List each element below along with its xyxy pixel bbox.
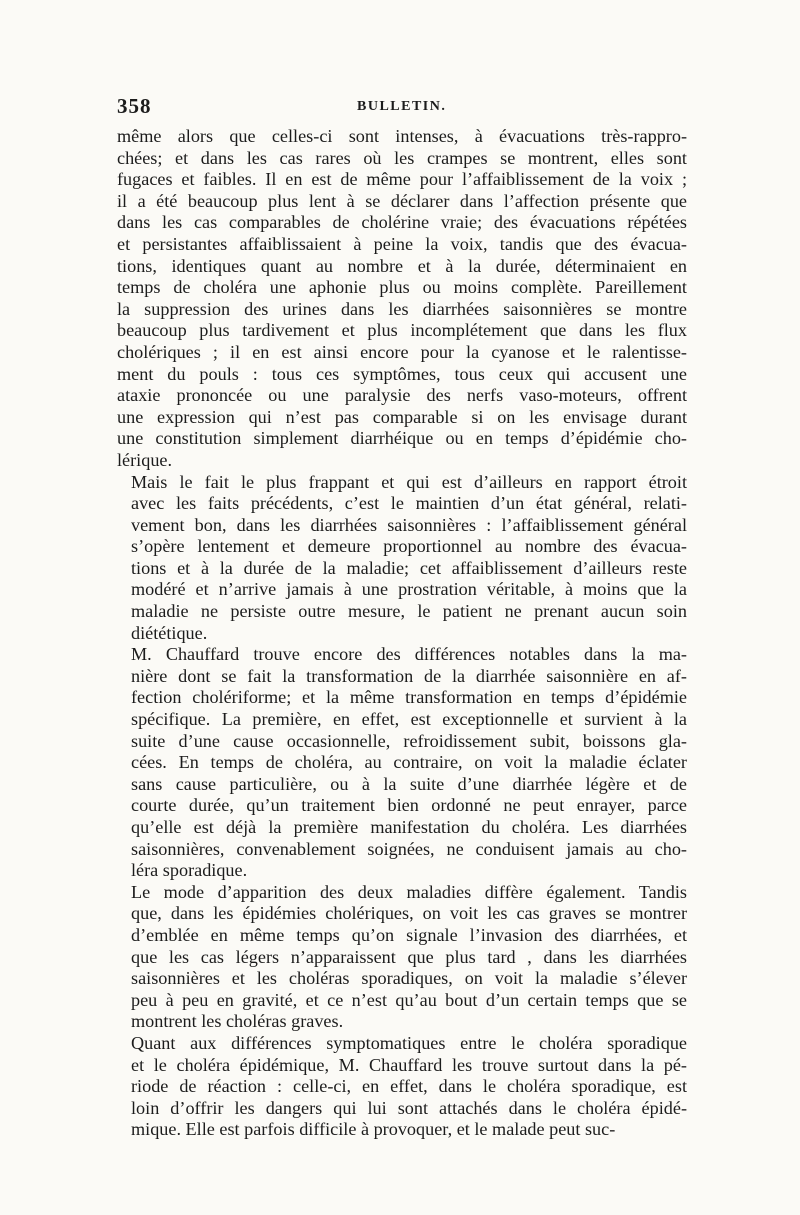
text-line: tions et à la durée de la maladie; cet affaiblissement d’ailleurs reste [131,557,687,578]
text-line: et persistantes affaiblissaient à peine la voix, tandis que des évacua- [117,233,687,254]
text-line: la suppression des urines dans les diarrhées saisonnières se montre [117,298,687,319]
text-line: courte durée, qu’un traitement bien ordonné ne peut enrayer, parce [131,795,687,816]
text-line: lérique. [117,449,173,470]
text-line: sans cause particulière, ou à la suite d’une diarrhée légère et de [131,773,687,794]
text-line: que les cas légers n’apparaissent que plus tard , dans les diarrhées [131,946,687,967]
text-line: s’opère lentement et demeure proportionnel au nombre des évacua- [131,536,687,557]
paragraph [117,644,687,882]
text-line: nière dont se fait la transformation de la diarrhée saisonnière en af- [131,665,687,686]
text-line: mique. Elle est parfois difficile à provoquer, et le malade peut suc- [131,1119,616,1140]
page-number: 358 [117,94,152,118]
text-line: il a été beaucoup plus lent à se déclarer dans l’affection présente que [117,190,687,211]
text-line: chées; et dans les cas rares où les crampes se montrent, elles sont [117,147,687,168]
text-line: cées. En temps de choléra, au contraire, on voit la maladie éclater [131,752,687,773]
text-line: saisonnières, convenablement soignées, ne conduisent jamais au cho- [131,838,687,859]
text-line: vement bon, dans les diarrhées saisonnières : l’affaiblissement général [131,514,687,535]
text-line: peu à peu en gravité, et ce n’est qu’au bout d’un certain temps que se [131,989,687,1010]
text-line: saisonnières et les choléras sporadiques, on voit la maladie s’élever [131,968,687,989]
text-line: même alors que celles-ci sont intenses, à évacuations très-rappro- [117,126,687,146]
text-line: Le mode d’apparition des deux maladies diffère également. Tandis [131,881,687,902]
text-line: dans les cas comparables de cholérine vraie; des évacuations répétées [117,212,687,233]
text-line: loin d’offrir les dangers qui lui sont attachés dans le choléra épidé- [131,1097,687,1118]
text-line: diététique. [131,622,208,643]
paragraph [117,882,687,1033]
text-line: riode de réaction : celle-ci, en effet, dans le choléra sporadique, est [131,1076,687,1097]
text-line: fection cholériforme; et la même transformation en temps d’épidémie [131,687,687,708]
text-line: une constitution simplement diarrhéique ou en temps d’épidémie cho- [117,428,687,449]
paragraph [117,1033,687,1141]
page-header [117,94,687,120]
text-line: M. Chauffard trouve encore des différences notables dans la ma- [131,644,687,665]
text-line: temps de choléra une aphonie plus ou moins complète. Pareillement [117,277,687,298]
text-line: Mais le fait le plus frappant et qui est d’ailleurs en rapport étroit [131,471,687,492]
text-line: modéré et n’arrive jamais à une prostration véritable, à moins que la [131,579,687,600]
running-title: BULLETIN. [357,99,447,114]
text-line: montrent les choléras graves. [131,1011,344,1032]
text-line: fugaces et faibles. Il en est de même pour l’affaiblissement de la voix ; [117,169,687,190]
text-line: spécifique. La première, en effet, est exceptionnelle et survient à la [131,709,687,730]
text-line: d’emblée en même temps qu’on signale l’invasion des diarrhées, et [131,924,687,945]
text-line: qu’elle est déjà la première manifestation du choléra. Les diarrhées [131,817,687,837]
paragraph [117,126,687,472]
text-line: une expression qui n’est pas comparable si on les envisage durant [117,406,687,427]
body-text [117,126,687,1141]
text-line: suite d’une cause occasionnelle, refroidissement subit, boissons gla- [131,730,687,751]
text-line: beaucoup plus tardivement et plus incomplétement que dans les flux [117,320,687,341]
paragraph [117,472,687,645]
text-line: maladie ne persiste outre mesure, le patient ne prenant aucun soin [131,601,687,622]
text-line: avec les faits précédents, c’est le maintien d’un état général, relati- [131,493,687,514]
text-line: Quant aux différences symptomatiques entre le choléra sporadique [131,1032,687,1053]
text-line: ataxie prononcée ou une paralysie des nerfs vaso-moteurs, offrent [117,385,687,406]
text-line: que, dans les épidémies cholériques, on voit les cas graves se montrer [131,903,687,924]
text-line: ment du pouls : tous ces symptômes, tous ceux qui accusent une [117,363,687,384]
text-line: et le choléra épidémique, M. Chauffard les trouve surtout dans la pé- [131,1054,687,1075]
text-line: cholériques ; il en est ainsi encore pour la cyanose et le ralentisse- [117,341,687,362]
text-line: tions, identiques quant au nombre et à la durée, déterminaient en [117,255,687,276]
text-line: léra sporadique. [131,860,248,881]
